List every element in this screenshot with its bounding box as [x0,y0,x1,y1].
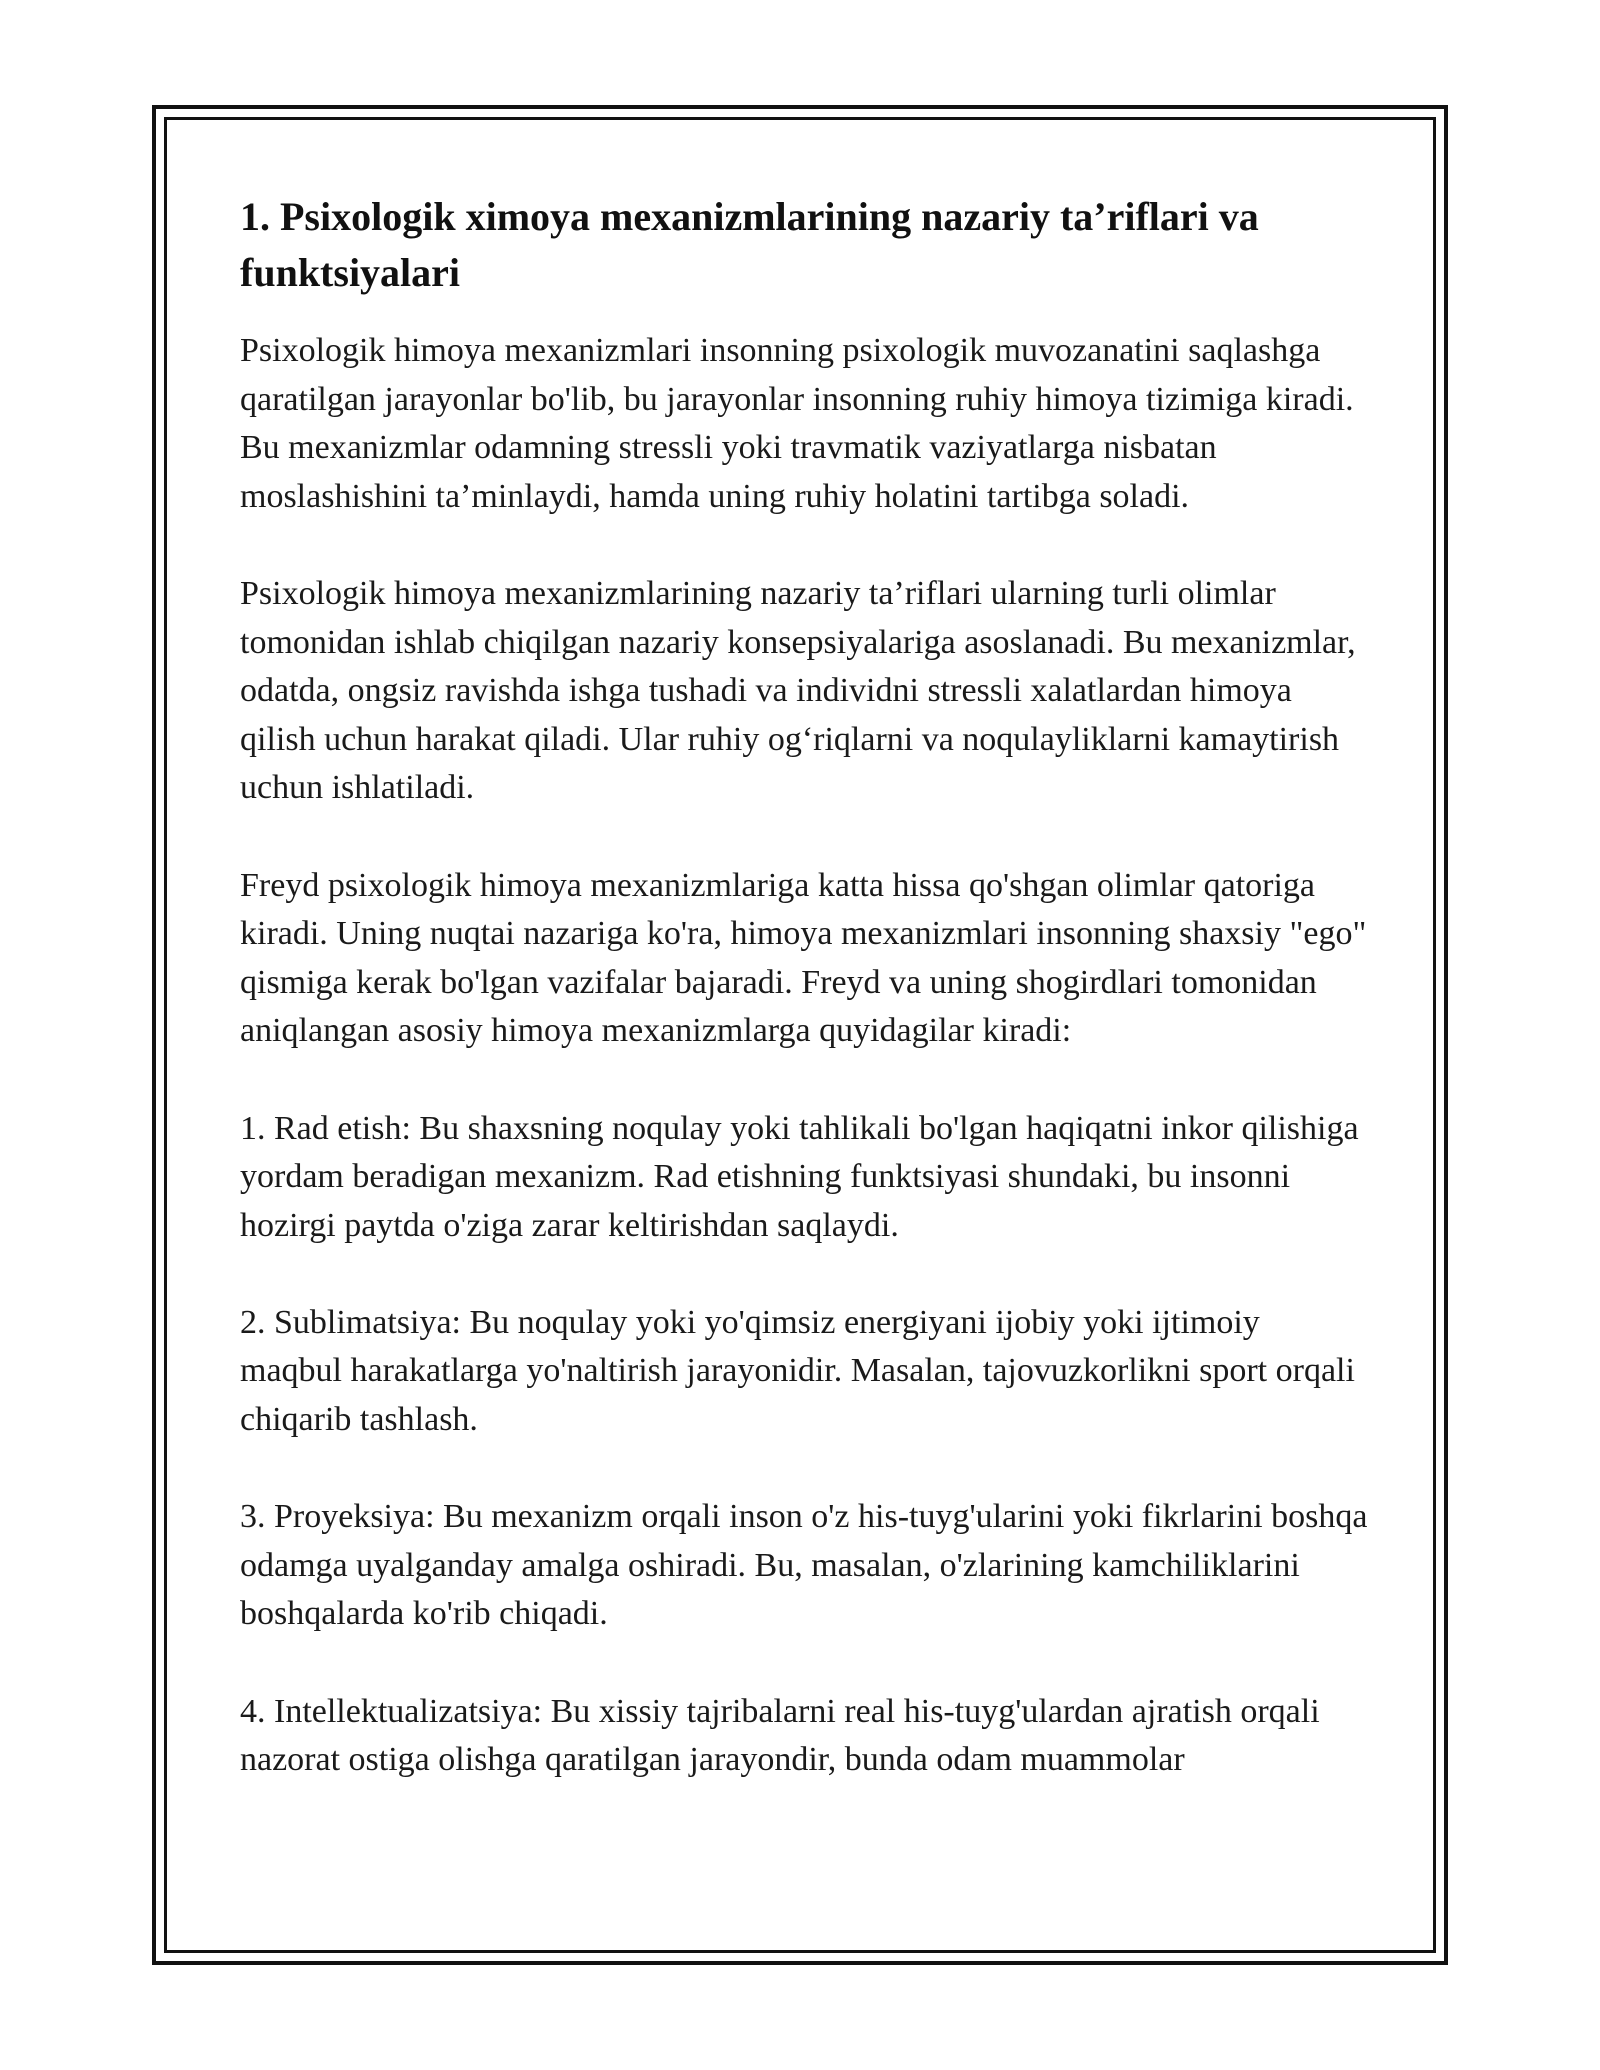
paragraph-intro: Psixologik himoya mexanizmlari insonning psixologik muvozanatini saqlashga qaratilgan jarayonlar bo'lib, bu jarayonlar insonning ruhiy himoya tizimiga kiradi. Bu mexanizmlar odamning stressli yoki travmatik vaziyatlarga nisbatan moslashishini ta’minlaydi, hamda uning ruhiy holatini tartibga soladi. [240,332,1354,515]
document-body [240,189,1370,1785]
paragraph-theories: Psixologik himoya mexanizmlarining nazariy ta’riflari ularning turli olimlar tomonidan ishlab chiqilgan nazariy konsepsiyalariga asoslanadi. Bu mexanizmlar, odatda, ongsiz ravishda ishga tushadi va individni stressli xalatlardan himoya qilish uchun harakat qiladi. Ular ruhiy og‘riqlarni va noqulayliklarni kamaytirish uchun ishlatiladi. [240,574,1356,807]
list-item-sublimation: 2. Sublimatsiya: Bu noqulay yoki yo'qimsiz energiyani ijobiy yoki ijtimoiy maqbul harakatlarga yo'naltirish jarayonidir. Masalan, tajovuzkorlikni sport orqali chiqarib tashlash. [240,1303,1355,1439]
list-item-intellectualization: 4. Intellektualizatsiya: Bu xissiy tajribalarni real his-tuyg'ulardan ajratish orqali nazorat ostiga olishga qaratilgan jarayondir, bunda odam muammolar [240,1692,1320,1779]
paragraph-freud: Freyd psixologik himoya mexanizmlariga katta hissa qo'shgan olimlar qatoriga kiradi. Uning nuqtai nazariga ko'ra, himoya mexanizmlari insonning shaxsiy "ego" qismiga kerak bo'lgan vazifalar bajaradi. Freyd va uning shogirdlari tomonidan aniqlangan asosiy himoya mexanizmlarga quyidagilar kiradi: [240,866,1367,1050]
section-heading: 1. Psixologik ximoya mexanizmlarining nazariy ta’riflari va funktsiyalari [240,194,1259,295]
page-border-outer [152,105,1448,1965]
list-item-denial: 1. Rad etish: Bu shaxsning noqulay yoki tahlikali bo'lgan haqiqatni inkor qilishiga yordam beradigan mexanizm. Rad etishning funktsiyasi shundaki, bu insonni hozirgi paytda o'ziga zarar keltirishdan saqlaydi. [240,1109,1359,1244]
list-item-projection: 3. Proyeksiya: Bu mexanizm orqali inson o'z his-tuyg'ularini yoki fikrlarini boshqa odamga uyalganday amalga oshiradi. Bu, masalan, o'zlarining kamchiliklarini boshqalarda ko'rib chiqadi. [240,1498,1368,1633]
